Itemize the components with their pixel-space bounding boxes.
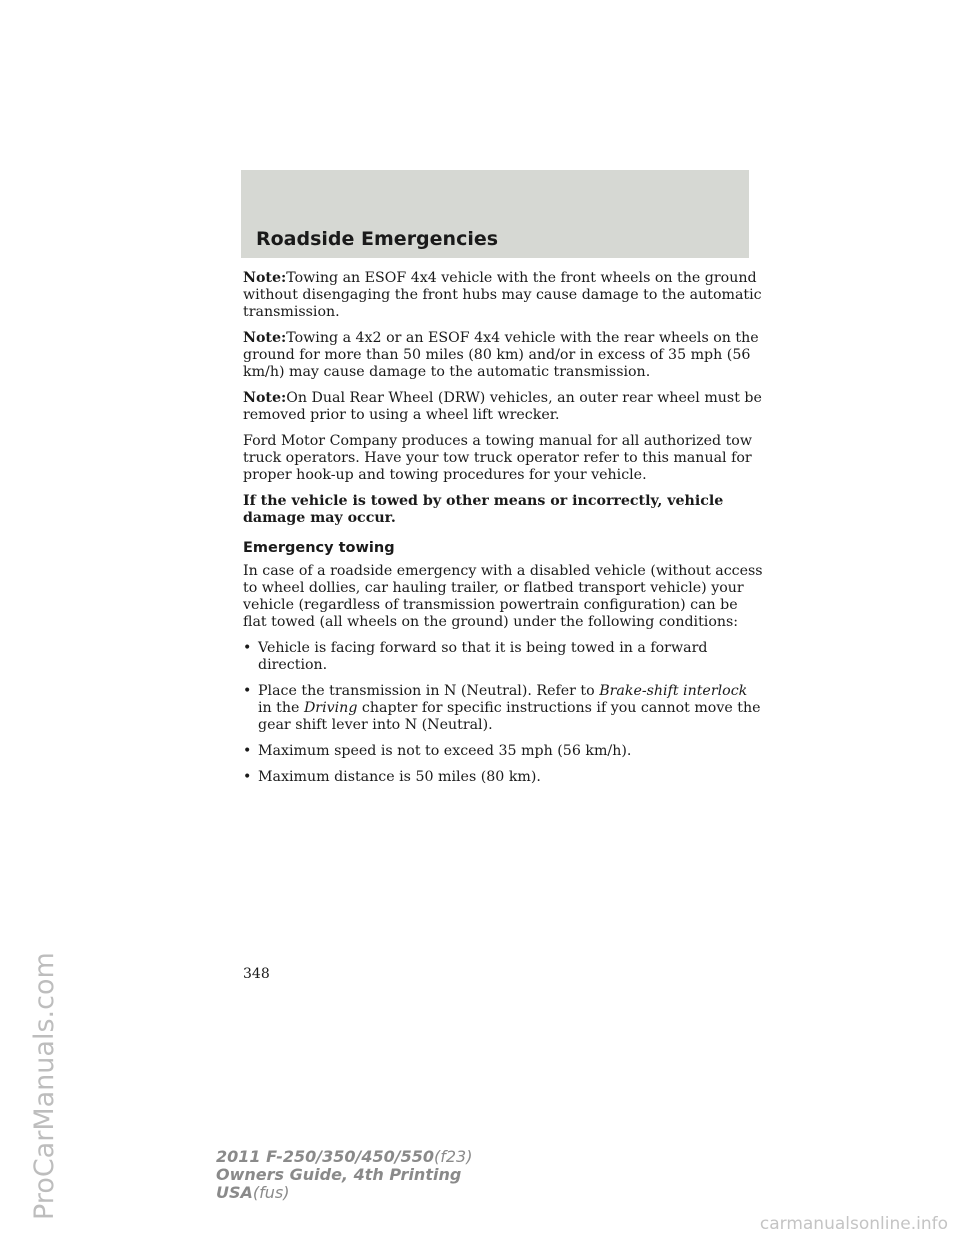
footer-region-code: (fus) bbox=[252, 1183, 290, 1202]
footer-line-edition: Owners Guide, 4th Printing bbox=[216, 1165, 462, 1184]
cross-reference: Driving bbox=[303, 700, 358, 716]
bullet-icon: • bbox=[243, 640, 252, 656]
note-label: Note: bbox=[243, 390, 287, 406]
bottom-watermark: carmanualsonline.info bbox=[759, 1214, 948, 1234]
condition-bullet-speed bbox=[243, 743, 763, 760]
bullet-icon: • bbox=[243, 743, 252, 759]
note-text: Towing a 4x2 or an ESOF 4x4 vehicle with the rear wheels on the ground for more than 50 miles (80 km) and/or in excess of 35 mph (56 km/h) may cause damage to the automatic transmission. bbox=[243, 330, 759, 380]
cross-reference: Brake-shift interlock bbox=[599, 683, 748, 699]
note-paragraph bbox=[243, 390, 763, 424]
note-paragraph bbox=[243, 270, 763, 321]
condition-bullet-distance bbox=[243, 769, 763, 786]
note-text: On Dual Rear Wheel (DRW) vehicles, an outer rear wheel must be removed prior to using a wheel lift wrecker. bbox=[243, 390, 762, 423]
bullet-text: chapter for specific instructions if you cannot move the gear shift lever into N (Neutral). bbox=[258, 700, 761, 733]
bullet-icon: • bbox=[243, 769, 252, 785]
bullet-text: Place the transmission in N (Neutral). Refer to bbox=[258, 683, 595, 699]
footer-line-region bbox=[216, 1184, 472, 1202]
damage-warning: If the vehicle is towed by other means or incorrectly, vehicle damage may occur. bbox=[243, 493, 724, 526]
page-number: 348 bbox=[243, 966, 270, 982]
condition-bullet-forward bbox=[243, 640, 763, 674]
emergency-towing-intro: In case of a roadside emergency with a disabled vehicle (without access to wheel dollies, car hauling trailer, or flatbed transport vehicle) your vehicle (regardless of transmission powertrain configuration) can be flat towed (all wheels on the ground) under the following conditions: bbox=[243, 563, 763, 630]
bullet-text: in the bbox=[258, 700, 300, 716]
section-title: Roadside Emergencies bbox=[256, 228, 499, 250]
note-label: Note: bbox=[243, 330, 287, 346]
side-watermark bbox=[10, 500, 60, 1220]
document-footer bbox=[216, 1148, 472, 1202]
footer-line-model bbox=[216, 1148, 472, 1166]
condition-bullet-neutral bbox=[243, 683, 763, 734]
note-paragraph bbox=[243, 330, 763, 381]
note-text: Towing an ESOF 4x4 vehicle with the front wheels on the ground without disengaging the front hubs may cause damage to the automatic transmission. bbox=[243, 270, 762, 320]
ford-towing-manual-paragraph: Ford Motor Company produces a towing manual for all authorized tow truck operators. Have your tow truck operator refer to this manual for proper hook-up and towing procedures for your vehicle. bbox=[243, 433, 752, 483]
side-watermark-text: ProCarManuals.com bbox=[29, 952, 60, 1220]
footer-region: USA bbox=[216, 1183, 253, 1202]
bullet-icon: • bbox=[243, 683, 252, 699]
page-body bbox=[243, 270, 763, 795]
bullet-text: Maximum distance is 50 miles (80 km). bbox=[258, 769, 541, 785]
footer-model: 2011 F-250/350/450/550 bbox=[216, 1147, 434, 1166]
bullet-text: Maximum speed is not to exceed 35 mph (56 km/h). bbox=[258, 743, 632, 759]
emergency-towing-heading: Emergency towing bbox=[243, 540, 395, 556]
bullet-text: Vehicle is facing forward so that it is being towed in a forward direction. bbox=[258, 640, 708, 673]
footer-model-code: (f23) bbox=[434, 1147, 473, 1166]
note-label: Note: bbox=[243, 270, 287, 286]
